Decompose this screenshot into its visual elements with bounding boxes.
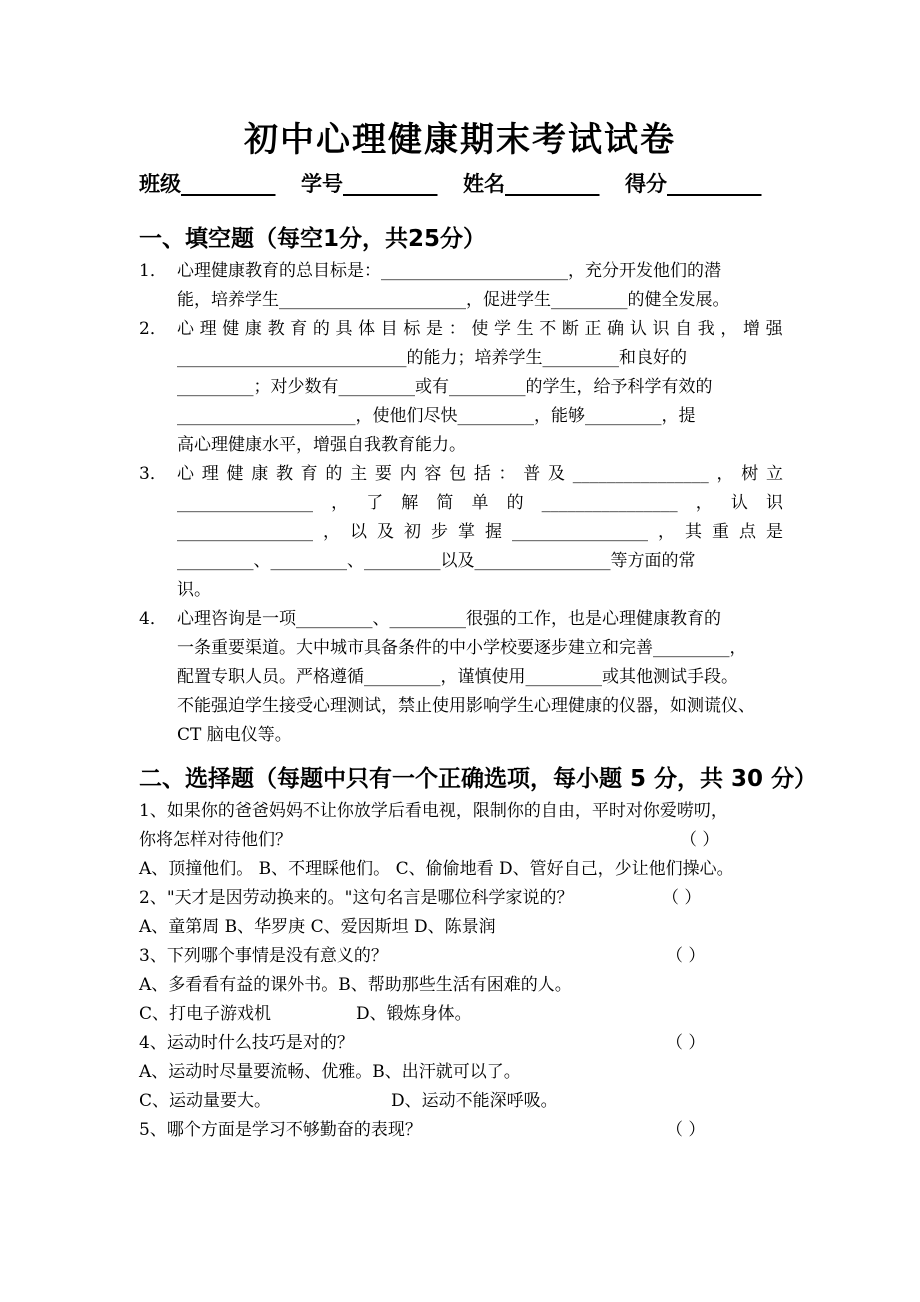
fill-blank[interactable]: ________________ [541,493,678,513]
text-token: 康 [251,464,269,484]
text-token: 教 [275,464,293,484]
text-token: 育 [290,319,308,339]
text-token: 握 [485,522,502,542]
text-token: 是 [426,319,444,339]
text-token: 了 [366,493,384,513]
choice-options: A、多看看有益的课外书。B、帮助那些生活有困难的人。 [139,975,572,995]
text-token: 的 [312,319,330,339]
text-token: 生 [516,319,534,339]
choice-options: A、顶撞他们。 B、不理睬他们。 C、偷偷地看 D、管好自己，少让他们操心。 [139,859,734,879]
text-token: 包 [449,464,467,484]
choice-options: A、运动时尽量要流畅、优雅。B、出汗就可以了。 [139,1062,521,1082]
text-token: 目 [380,319,398,339]
text-token: 自 [675,319,693,339]
page-title: 初中心理健康期末考试试卷 [244,120,676,160]
question-number: 4． [139,609,167,629]
choice-options: A、童第周 B、华罗庚 C、爱因斯坦 D、陈景润 [139,917,496,937]
question-line: 高心理健康水平，增强自我教育能力。 [177,435,466,455]
text-token: 康 [244,319,262,339]
text-token: 识 [765,493,783,513]
choice-options: D、锻炼身体。 [356,1004,472,1024]
fill-blank[interactable]: ________________ [572,464,709,484]
text-token: 主 [350,464,368,484]
text-token: 使 [471,319,489,339]
text-token: 要 [374,464,392,484]
fill-blank[interactable]: ________________ [177,493,313,513]
fill-blank[interactable]: ________________ [177,522,313,542]
text-token: ， [658,522,675,542]
text-token: 树 [741,464,759,484]
text-token: ， [331,493,349,513]
question-line: 一条重要渠道。大中城市具备条件的中小学校要逐步建立和完善_________， [177,638,747,658]
score-field[interactable]: 得分_________ [625,172,762,196]
question-line: CT 脑电仪等。 [177,725,292,745]
text-token: 我 [697,319,715,339]
text-token: 确 [607,319,625,339]
text-token: 认 [730,493,748,513]
text-token: ， [695,493,713,513]
text-token: 认 [629,319,647,339]
text-token: 及 [377,522,394,542]
text-token: 正 [584,319,602,339]
text-token: 的 [325,464,343,484]
text-token: 识 [652,319,670,339]
justified-line [177,315,783,344]
text-token: 教 [267,319,285,339]
text-token: 掌 [458,522,475,542]
text-token: 标 [403,319,421,339]
student-id-field[interactable]: 学号_________ [301,172,438,196]
question-line: _________、_________、_________以及________________等方面的常 [177,551,696,571]
answer-blank[interactable]: （ ） [680,830,720,850]
text-token: 内 [399,464,417,484]
fill-blank[interactable]: ________________ [512,522,648,542]
text-token: 心 [177,464,194,484]
question-number: 3． [139,464,167,484]
text-token: 及 [548,464,566,484]
text-token: 简 [436,493,454,513]
question-number: 2． [139,319,167,339]
choice-question-stem: 2、"天才是因劳动换来的。"这句名言是哪位科学家说的？ [139,888,574,908]
question-line: 能，培养学生______________________，促进学生_________的健全发展。 [177,290,730,310]
text-token: 重 [712,522,729,542]
justified-line [177,460,783,489]
text-token: 理 [199,319,217,339]
question-line: 心理健康教育的总目标是：______________________，充分开发他们的潜 [177,261,721,281]
answer-blank[interactable]: （ ） [666,946,706,966]
text-token: 解 [401,493,419,513]
choice-options: C、打电子游戏机 [139,1004,272,1024]
section-1-heading: 一、填空题（每空1分，共25分） [139,226,487,252]
text-token: 体 [358,319,376,339]
text-token: 强 [765,319,783,339]
text-token: 初 [404,522,421,542]
answer-blank[interactable]: （ ） [666,1033,706,1053]
text-token: 单 [471,493,489,513]
text-token: 是 [766,522,783,542]
choice-question-stem: 4、运动时什么技巧是对的？ [139,1033,354,1053]
answer-blank[interactable]: （ ） [666,1120,706,1140]
choice-question-stem: 1、如果你的爸爸妈妈不让你放学后看电视，限制你的自由，平时对你爱唠叨， [139,801,728,821]
choice-question-stem: 你将怎样对待他们？ [139,830,292,850]
text-token: 以 [350,522,367,542]
text-token: 健 [222,319,240,339]
text-token: 具 [335,319,353,339]
text-token: 点 [739,522,756,542]
text-token: ： [498,464,516,484]
name-field[interactable]: 姓名_________ [463,172,600,196]
text-token: 理 [201,464,219,484]
text-token: 其 [685,522,702,542]
text-token: 普 [523,464,541,484]
text-token: 学 [493,319,511,339]
choice-options: C、运动量要大。 [139,1091,272,1111]
choice-options: D、运动不能深呼吸。 [391,1091,558,1111]
text-token: 不 [539,319,557,339]
choice-question-stem: 5、哪个方面是学习不够勤奋的表现？ [139,1120,422,1140]
justified-line [177,489,783,518]
question-line: 不能强迫学生接受心理测试，禁止使用影响学生心理健康的仪器，如测谎仪、 [177,696,755,716]
question-line: 识。 [177,580,211,600]
question-number: 1． [139,261,167,281]
text-token: 的 [506,493,524,513]
text-token: 育 [300,464,318,484]
section-2-heading: 二、选择题（每题中只有一个正确选项，每小题 5 分，共 30 分） [139,766,818,792]
text-token: 断 [561,319,579,339]
question-line: 配置专职人员。严格遵循_________，谨慎使用_________或其他测试手段。 [177,667,738,687]
text-token: ， [323,522,340,542]
answer-blank[interactable]: （ ） [662,888,702,908]
question-line: 心理咨询是一项_________、_________很强的工作，也是心理健康教育的 [177,609,721,629]
question-line: _____________________，使他们尽快_________，能够_________，提 [177,406,696,426]
text-token: 立 [765,464,783,484]
text-token: 增 [743,319,761,339]
choice-question-stem: 3、下列哪个事情是没有意义的？ [139,946,388,966]
text-token: 步 [431,522,448,542]
text-token: 健 [226,464,244,484]
justified-line [177,518,783,547]
question-line: _________；对少数有_________或有_________的学生，给予科学有效的 [177,377,713,397]
text-token: 心 [177,319,194,339]
text-token: 括 [473,464,491,484]
text-token: ， [716,464,734,484]
text-token: ， [720,319,738,339]
text-token: ： [448,319,466,339]
class-field[interactable]: 班级_________ [139,172,276,196]
question-line: ___________________________的能力；培养学生_________和良好的 [177,348,687,368]
text-token: 容 [424,464,442,484]
